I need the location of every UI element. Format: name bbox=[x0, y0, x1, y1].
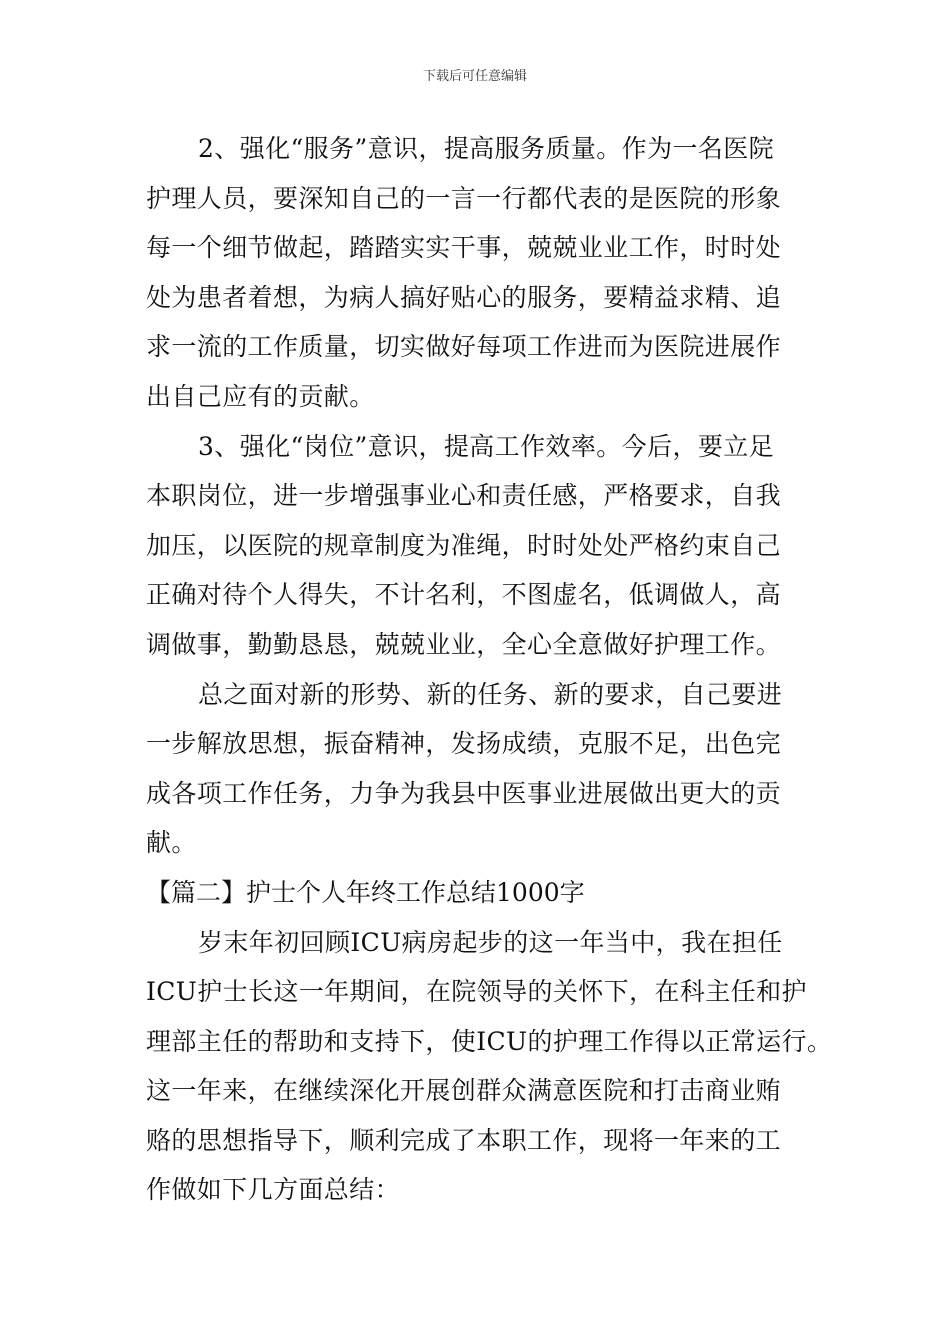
text-line: 出自己应有的贡献。 bbox=[146, 381, 375, 411]
text-line: 求一流的工作质量，切实做好每项工作进而为医院进展作 bbox=[146, 332, 782, 362]
text-line: 一步解放思想，振奋精神，发扬成绩，克服不足，出色完 bbox=[146, 729, 782, 759]
text-line: 本职岗位，进一步增强事业心和责任感，严格要求，自我 bbox=[146, 481, 782, 511]
page-header-note: 下载后可任意编辑 bbox=[422, 69, 527, 84]
text-line: ICU护士长这一年期间，在院领导的关怀下，在科主任和护 bbox=[146, 977, 807, 1007]
section-title: 【篇二】护士个人年终工作总结1000字 bbox=[146, 877, 585, 907]
document-body bbox=[146, 124, 833, 1215]
text-line: 2、强化“服务”意识，提高服务质量。作为一名医院 bbox=[198, 134, 775, 163]
text-line: 献。 bbox=[146, 828, 197, 858]
text-line: 岁末年初回顾ICU病房起步的这一年当中，我在担任 bbox=[198, 927, 783, 957]
section-heading bbox=[146, 868, 812, 918]
paragraph-icu-intro bbox=[146, 918, 833, 1216]
text-line: 加压，以医院的规章制度为准绳，时时处处严格约束自己 bbox=[146, 530, 782, 560]
text-line: 赂的思想指导下，顺利完成了本职工作，现将一年来的工 bbox=[146, 1125, 782, 1155]
text-line: 护理人员，要深知自己的一言一行都代表的是医院的形象 bbox=[146, 183, 782, 213]
text-line: 正确对待个人得失，不计名利，不图虚名，低调做人，高 bbox=[146, 580, 782, 610]
text-line: 作做如下几方面总结： bbox=[146, 1175, 401, 1205]
paragraph-post bbox=[146, 422, 812, 670]
text-line: 处为患者着想，为病人搞好贴心的服务，要精益求精、追 bbox=[146, 282, 782, 312]
text-line: 这一年来，在继续深化开展创群众满意医院和打击商业贿 bbox=[146, 1076, 782, 1106]
paragraph-service bbox=[146, 124, 812, 422]
text-line: 成各项工作任务，力争为我县中医事业进展做出更大的贡 bbox=[146, 778, 782, 808]
text-line: 理部主任的帮助和支持下，使ICU的护理工作得以正常运行。 bbox=[146, 1026, 833, 1056]
text-line: 3、强化“岗位”意识，提高工作效率。今后，要立足 bbox=[198, 431, 775, 461]
text-line: 每一个细节做起，踏踏实实干事，兢兢业业工作，时时处 bbox=[146, 233, 782, 263]
text-line: 总之面对新的形势、新的任务、新的要求，自己要进 bbox=[198, 679, 783, 709]
text-line: 调做事，勤勤恳恳，兢兢业业，全心全意做好护理工作。 bbox=[146, 629, 782, 659]
paragraph-conclusion bbox=[146, 670, 812, 868]
